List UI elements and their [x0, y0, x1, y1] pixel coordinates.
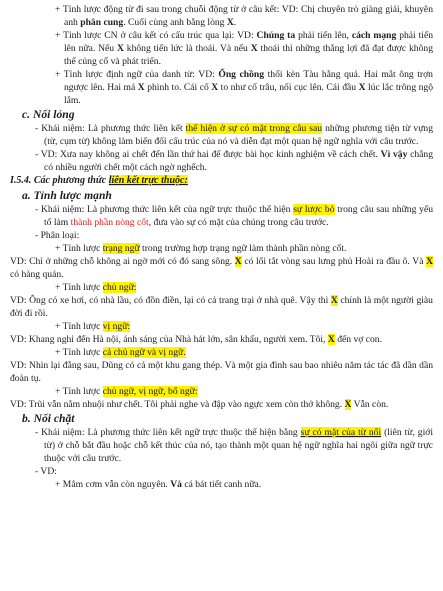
bullet-ellipsis-attribute: + Tỉnh lược định ngữ của danh từ: VD: Ống chồng thổi kèn Tàu hằng quá. Hai mắt ông trợn ngược lên. Hai má X phình to. Cái cổ X to như cổ trâu, nổi cục lên. Cái đầu X lúc lắc trông ngộ lắm. — [55, 69, 433, 106]
bullet-ellipsis-subject: + Tỉnh lược CN ở câu kết có cấu trúc qua lại: VD: Chúng ta phải tiến lên, cách mạng phải tiến lên nữa. Nếu X không tiến lức là thoái. Và nếu X thoái thì những thắng lợi đã đạt được không thể củng cố và phát triển. — [55, 30, 434, 67]
heading-noi-long: c. Nối lỏng — [22, 108, 75, 121]
noi-long-definition: - Khái niệm: Là phương thức liên kết thể hiện ở sự có mặt trong câu sau những phương tiện từ vựng (từ, cụm từ) không làm biến đổi cấu trúc của nó và diễn đạt một quan hệ ngữ nghĩa với câu trước. — [35, 123, 433, 147]
example-subject: VD: Ông có xe hơi, có nhà lầu, có đồn điền, lại có cả trang trại ở nhà quê. Vậy thì X chính là một người giàu đời đi rồi. — [10, 295, 433, 319]
noi-chat-example-label: - VD: — [35, 466, 57, 477]
bullet-ellipsis-verb: + Tỉnh lược động từ đi sau trong chuỗi động từ ở câu kết: VD: Chị chuyên trò giàng giải, khuyên anh phân cung. Cuối cùng anh bằng lòng X. — [55, 4, 433, 28]
section-heading-1-5-4: I.5.4. Các phương thức liên kết trực thuộc: — [10, 175, 188, 186]
bullet-subject-and-predicate: + Tỉnh lược cả chủ ngữ và vị ngữ. — [55, 347, 186, 358]
classification-label: - Phân loại: — [35, 230, 80, 241]
example-predicate: VD: Khang nghỉ đến Hà nội, ánh sáng của Nhà hát lớn, sân khấu, người xem. Tôi, X đến vợ con. — [10, 334, 382, 345]
example-adverbial: VD: Chỉ ở những chỗ không ai ngờ mới có đó sang sông. X có lối tắt vòng sau lưng phủ Hoài ra đầu ô. Và X có hàng quán. — [10, 256, 433, 280]
tinh-luoc-manh-definition: - Khái niệm: Là phương thức liên kết của ngữ trực thuộc thể hiện sự lược bỏ trong câu sau những yếu tố làm thành phần nòng cốt, đưa vào sự có mặt của chúng trong câu trước. — [35, 204, 433, 228]
bullet-adverbial: + Tỉnh lược trạng ngữ trong trường hợp trạng ngữ làm thành phần nòng cốt. — [55, 243, 347, 254]
example-subject-and-predicate: VD: Nhìn lại đằng sau, Dũng có cả một khu gang thép. Và một gia đình sau bao nhiêu năm tác tác đã dần dần đoàn tụ. — [10, 360, 433, 384]
bullet-subject: + Tỉnh lược chủ ngữ: — [55, 282, 137, 293]
heading-tinh-luoc-manh: a. Tỉnh lược mạnh — [22, 189, 112, 202]
bullet-predicate: + Tỉnh lược vị ngữ: — [55, 321, 131, 332]
noi-long-example: - VD: Xưa nay không ai chết đến lần thứ hai để được bài học kinh nghiệm về cách chết. Vì vậy chẳng có nhiều người chết một cách ngờ nghếch. — [35, 149, 433, 173]
noi-chat-definition: - Khái niệm: Là phương thức liên kết ngữ trực thuộc thể hiện bằng sự có mặt của từ nối (liên từ, giới từ) ở chỗ bắt đầu hoặc chỗ kết thúc của nó, tạo thành một quan hệ ngữ nghĩa hai ngôi giữa ngữ trực thuộc với câu trước. — [35, 427, 433, 464]
heading-noi-chat: b. Nối chặt — [22, 412, 75, 425]
noi-chat-example: + Mâm cơm vẫn còn nguyên. Và cá bát tiết canh nữa. — [55, 479, 262, 490]
example-subject-predicate-complement: VD: Trũi vẫn nằm nhuội như chết. Tôi phải nghe và đập vào ngực xem còn thở không. X Vẫn còn. — [10, 399, 389, 410]
bullet-subject-predicate-complement: + Tỉnh lược chủ ngữ, vị ngữ, bổ ngữ: — [55, 386, 198, 397]
